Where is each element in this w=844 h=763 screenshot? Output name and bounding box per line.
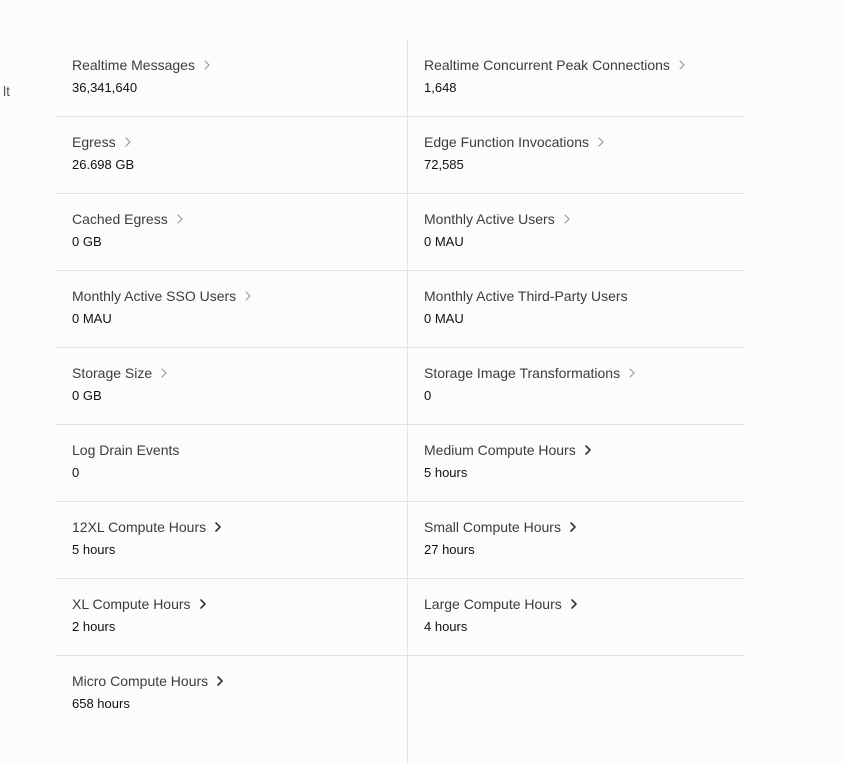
metric-title-link[interactable] (424, 210, 744, 228)
cutoff-sidebar-text: lt (3, 83, 10, 99)
metric-title: Monthly Active Third-Party Users (424, 288, 628, 304)
metric-value: 1,648 (424, 80, 457, 95)
metric-card-egress (56, 117, 408, 194)
metric-title-link (72, 441, 407, 459)
chevron-right-icon[interactable] (584, 444, 594, 456)
metric-title[interactable]: Realtime Messages (72, 57, 195, 73)
metric-card-small-compute-hours (408, 502, 744, 579)
chevron-right-icon[interactable] (199, 598, 209, 610)
metric-card-realtime-concurrent-peak-connections (408, 40, 744, 117)
chevron-right-icon[interactable] (203, 59, 213, 71)
metric-title[interactable]: Storage Size (72, 365, 153, 381)
metric-card-cached-egress (56, 194, 408, 271)
metric-value: 2 hours (72, 619, 116, 634)
chevron-right-icon[interactable] (678, 59, 688, 71)
chevron-right-icon[interactable] (569, 521, 579, 533)
metric-title-link[interactable] (72, 672, 407, 690)
chevron-right-icon[interactable] (216, 675, 226, 687)
metric-card-monthly-active-sso-users (56, 271, 408, 348)
metric-card-edge-function-invocations (408, 117, 744, 194)
chevron-right-icon[interactable] (628, 367, 638, 379)
chevron-right-icon[interactable] (214, 521, 224, 533)
metric-card-monthly-active-third-party-users (408, 271, 744, 348)
metric-title[interactable]: Medium Compute Hours (424, 442, 576, 458)
metric-card-large-compute-hours (408, 579, 744, 656)
metric-value: 0 GB (72, 234, 102, 249)
metric-card-log-drain-events (56, 425, 408, 502)
metric-title-link[interactable] (72, 287, 407, 305)
metric-card-12xl-compute-hours (56, 502, 408, 579)
metric-title-link[interactable] (424, 364, 744, 382)
metric-value: 5 hours (72, 542, 116, 557)
usage-metrics-grid (56, 40, 744, 733)
metric-card-monthly-active-users (408, 194, 744, 271)
metric-card-xl-compute-hours (56, 579, 408, 656)
metric-title-link[interactable] (72, 518, 407, 536)
metric-card-micro-compute-hours (56, 656, 408, 763)
metric-card-storage-size (56, 348, 408, 425)
chevron-right-icon[interactable] (176, 213, 186, 225)
metric-value: 27 hours (424, 542, 475, 557)
metric-title[interactable]: Storage Image Transformations (424, 365, 621, 381)
metric-title-link[interactable] (72, 133, 407, 151)
metric-title-link[interactable] (424, 56, 744, 74)
chevron-right-icon[interactable] (570, 598, 580, 610)
metric-title-link[interactable] (72, 210, 407, 228)
metric-value: 0 GB (72, 388, 102, 403)
metric-title-link (424, 287, 744, 305)
chevron-right-icon[interactable] (124, 136, 134, 148)
metric-title-link[interactable] (72, 56, 407, 74)
metric-title-link[interactable] (424, 133, 744, 151)
metric-title-link[interactable] (424, 518, 744, 536)
chevron-right-icon[interactable] (244, 290, 254, 302)
metric-title-link[interactable] (72, 364, 407, 382)
metric-value: 5 hours (424, 465, 468, 480)
metric-title[interactable]: Monthly Active Users (424, 211, 555, 227)
metric-value: 0 (424, 388, 432, 403)
metric-title-link[interactable] (424, 595, 744, 613)
metric-title-link[interactable] (72, 595, 407, 613)
metric-title-link[interactable] (424, 441, 744, 459)
metric-value: 26.698 GB (72, 157, 135, 172)
metric-value: 0 (72, 465, 80, 480)
metric-title[interactable]: Edge Function Invocations (424, 134, 589, 150)
metric-value: 0 MAU (424, 311, 464, 326)
metric-card-realtime-messages (56, 40, 408, 117)
metric-value: 4 hours (424, 619, 468, 634)
metric-card-medium-compute-hours (408, 425, 744, 502)
metric-title[interactable]: Egress (72, 134, 116, 150)
metric-title[interactable]: Cached Egress (72, 211, 168, 227)
chevron-right-icon[interactable] (563, 213, 573, 225)
metric-value: 658 hours (72, 696, 130, 711)
metric-value: 36,341,640 (72, 80, 138, 95)
metric-title[interactable]: Large Compute Hours (424, 596, 562, 612)
metric-title: Log Drain Events (72, 442, 180, 458)
metric-title[interactable]: XL Compute Hours (72, 596, 191, 612)
metric-title[interactable]: Small Compute Hours (424, 519, 561, 535)
metric-title[interactable]: Micro Compute Hours (72, 673, 209, 689)
metric-value: 72,585 (424, 157, 464, 172)
metric-card-storage-image-transformations (408, 348, 744, 425)
metric-value: 0 MAU (424, 234, 464, 249)
metric-value: 0 MAU (72, 311, 112, 326)
metric-title[interactable]: Realtime Concurrent Peak Connections (424, 57, 670, 73)
metric-title[interactable]: Monthly Active SSO Users (72, 288, 237, 304)
chevron-right-icon[interactable] (597, 136, 607, 148)
chevron-right-icon[interactable] (160, 367, 170, 379)
metric-title[interactable]: 12XL Compute Hours (72, 519, 207, 535)
